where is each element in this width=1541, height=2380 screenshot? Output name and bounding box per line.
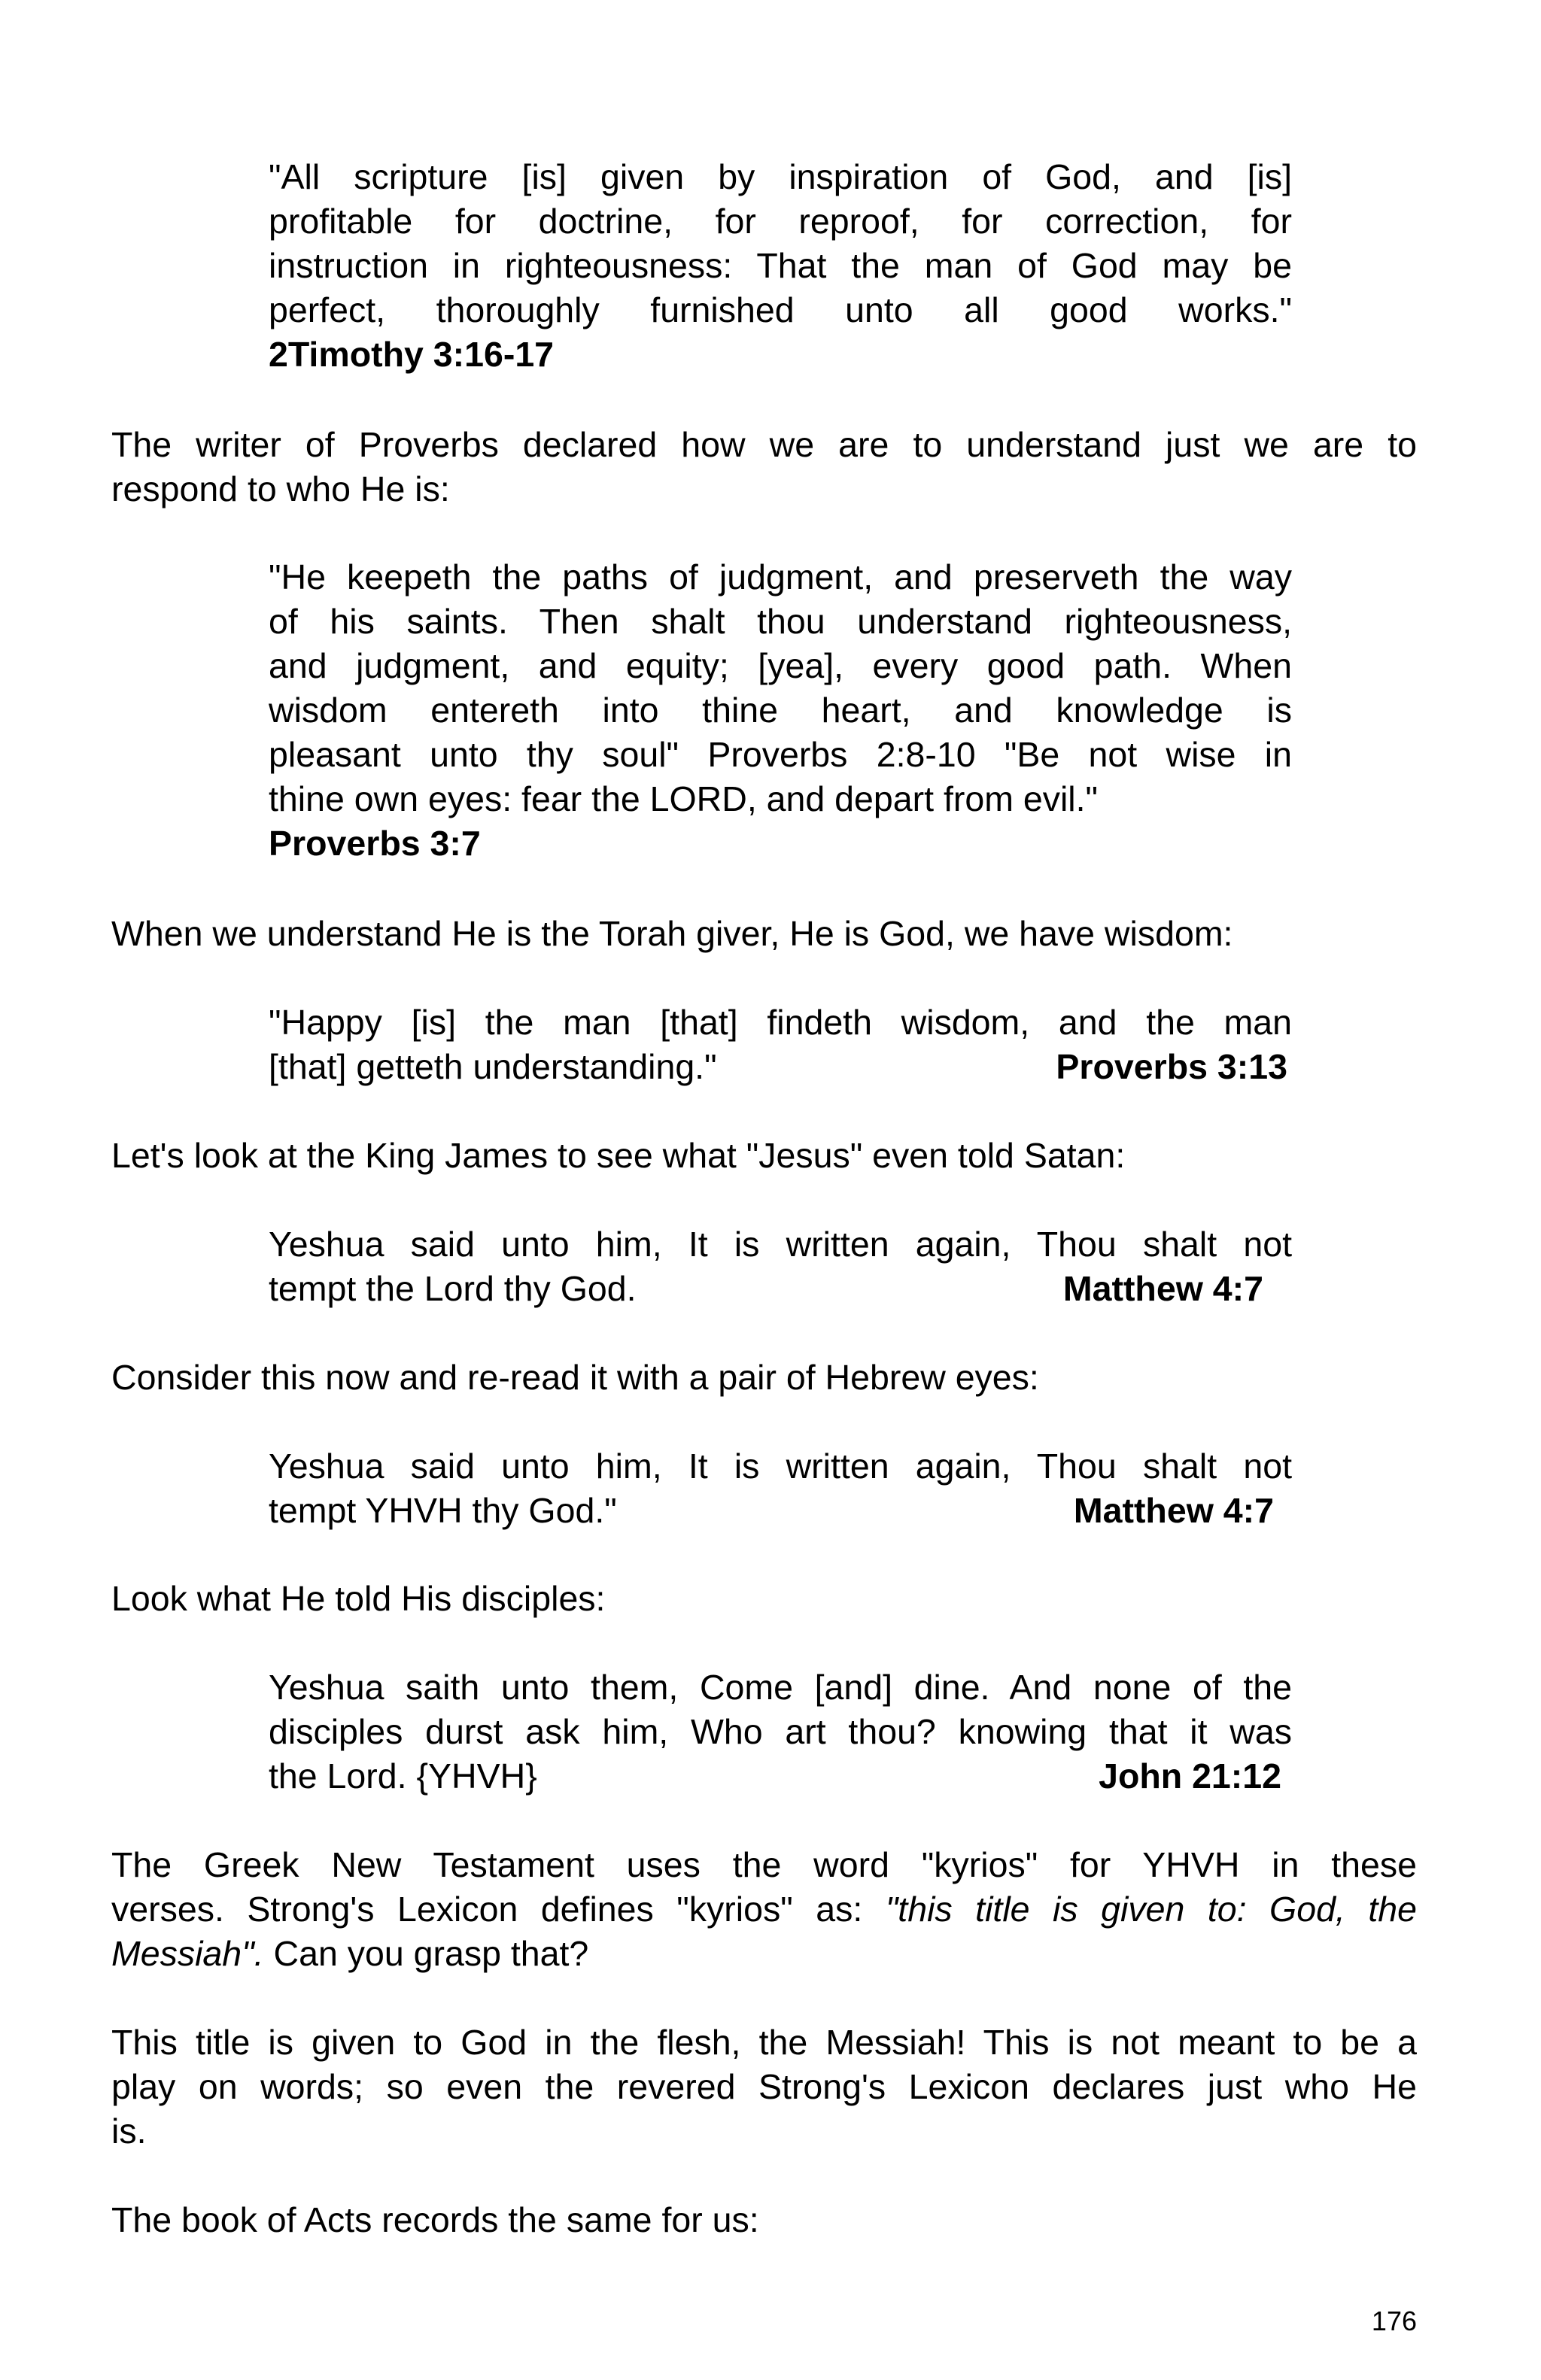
quote-line xyxy=(269,1267,1292,1311)
scripture-quote-proverbs-3-13 xyxy=(269,1000,1292,1089)
scripture-reference: Proverbs 3:7 xyxy=(269,824,481,863)
paragraph-line: Look what He told His disciples: xyxy=(111,1579,606,1618)
quote-text: [that] getteth understanding." xyxy=(269,1047,717,1086)
quote-line: of his saints. Then shalt thou understand righteousness, xyxy=(269,602,1292,641)
quote-line: instruction in righteousness: That the man of God may be xyxy=(269,246,1292,285)
quote-text: the Lord. {YHVH} xyxy=(269,1756,537,1796)
page-number: 176 xyxy=(1371,2306,1417,2336)
quote-line: "He keepeth the paths of judgment, and preserveth the way xyxy=(269,557,1292,597)
scripture-reference: Proverbs 3:13 xyxy=(1056,1047,1287,1086)
quote-line: and judgment, and equity; [yea], every good path. When xyxy=(269,646,1292,685)
scripture-quote-matthew xyxy=(269,1222,1292,1311)
scripture-quote-proverbs xyxy=(269,555,1292,866)
quote-line: Yeshua saith unto them, Come [and] dine. And none of the xyxy=(269,1668,1292,1707)
paragraph-text: Can you grasp that? xyxy=(263,1934,589,1973)
scripture-reference: 2Timothy 3:16-17 xyxy=(269,335,555,374)
paragraph-line xyxy=(111,1932,1417,1976)
quote-line: "Happy [is] the man [that] findeth wisdom, and the man xyxy=(269,1003,1292,1042)
quote-line: "All scripture [is] given by inspiration of God, and [is] xyxy=(269,157,1292,196)
paragraph-line: Let's look at the King James to see what "Jesus" even told Satan: xyxy=(111,1136,1126,1175)
paragraph-line xyxy=(111,1887,1417,1932)
quote-text: tempt the Lord thy God. xyxy=(269,1269,637,1308)
body-paragraph xyxy=(111,423,1417,512)
body-paragraph xyxy=(111,912,1417,956)
scripture-quote-2timothy xyxy=(269,155,1292,377)
body-paragraph xyxy=(111,2198,1417,2242)
scripture-reference: Matthew 4:7 xyxy=(1073,1491,1274,1530)
lexicon-definition: "this title is given to: God, the xyxy=(885,1890,1418,1929)
paragraph-line: The book of Acts records the same for us: xyxy=(111,2200,759,2239)
body-paragraph xyxy=(111,1355,1417,1400)
quote-line: thine own eyes: fear the LORD, and depart from evil." xyxy=(269,779,1099,818)
quote-line: Yeshua said unto him, It is written again, Thou shalt not xyxy=(269,1225,1292,1264)
scripture-reference: Matthew 4:7 xyxy=(1062,1269,1263,1308)
paragraph-line: Consider this now and re-read it with a pair of Hebrew eyes: xyxy=(111,1358,1039,1397)
paragraph-line: is. xyxy=(111,2111,147,2151)
body-paragraph xyxy=(111,2020,1417,2154)
scripture-quote-matthew-hebrew xyxy=(269,1444,1292,1533)
lexicon-definition: Messiah". xyxy=(111,1934,264,1973)
paragraph-line: The writer of Proverbs declared how we are to understand just we are to xyxy=(111,425,1417,464)
quote-line: profitable for doctrine, for reproof, for correction, for xyxy=(269,202,1292,241)
paragraph-line: This title is given to God in the flesh, the Messiah! This is not meant to be a xyxy=(111,2023,1417,2062)
quote-line: pleasant unto thy soul" Proverbs 2:8-10 "Be not wise in xyxy=(269,735,1292,774)
paragraph-text: verses. Strong's Lexicon defines "kyrios" as: xyxy=(111,1890,886,1929)
scripture-reference: John 21:12 xyxy=(1099,1756,1281,1796)
quote-text: tempt YHVH thy God." xyxy=(269,1491,617,1530)
paragraph-line: When we understand He is the Torah giver, He is God, we have wisdom: xyxy=(111,914,1233,953)
paragraph-line: play on words; so even the revered Strong's Lexicon declares just who He xyxy=(111,2067,1417,2106)
quote-line: Yeshua said unto him, It is written again, Thou shalt not xyxy=(269,1447,1292,1486)
quote-line xyxy=(269,1489,1292,1533)
quote-line: disciples durst ask him, Who art thou? knowing that it was xyxy=(269,1712,1292,1751)
scripture-quote-john xyxy=(269,1665,1292,1799)
quote-line xyxy=(269,1045,1292,1089)
paragraph-line: The Greek New Testament uses the word "kyrios" for YHVH in these xyxy=(111,1845,1417,1884)
body-paragraph-kyrios xyxy=(111,1843,1417,1976)
body-paragraph xyxy=(111,1577,1417,1621)
quote-line xyxy=(269,1754,1292,1799)
quote-line: wisdom entereth into thine heart, and knowledge is xyxy=(269,691,1292,730)
quote-line: perfect, thoroughly furnished unto all good works." xyxy=(269,290,1292,329)
body-paragraph xyxy=(111,1134,1417,1178)
paragraph-line: respond to who He is: xyxy=(111,469,450,508)
